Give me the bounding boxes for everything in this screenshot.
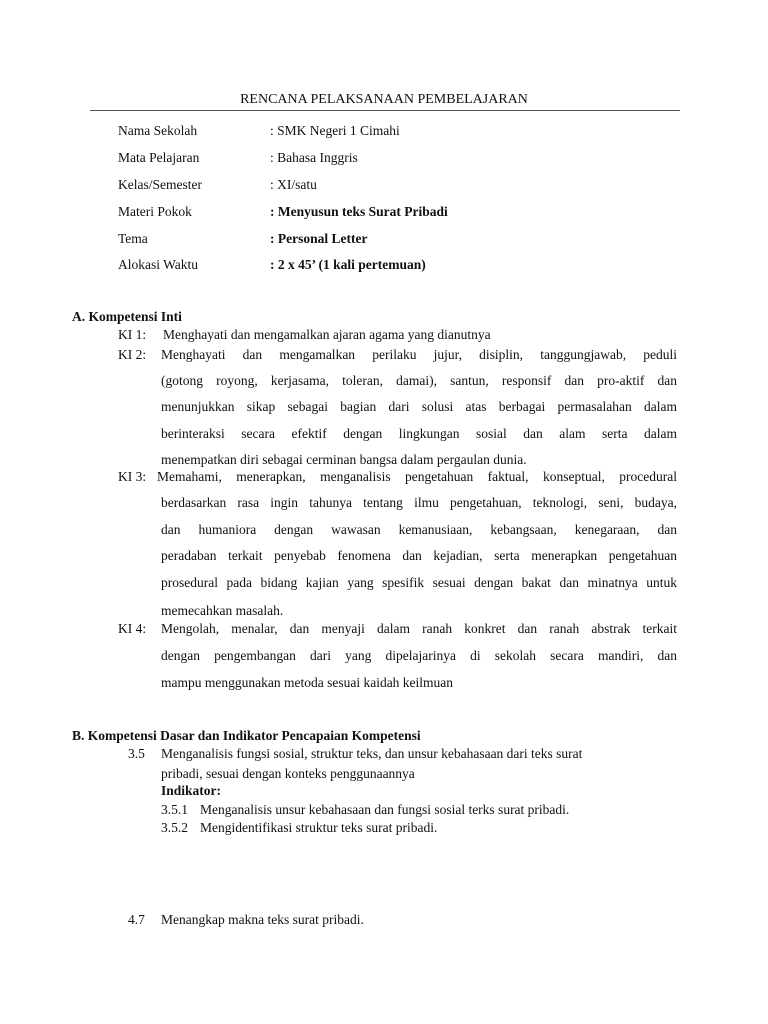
section-b-heading: B. Kompetensi Dasar dan Indikator Pencapaian Kompetensi xyxy=(72,728,421,743)
ki3-label: KI 3: xyxy=(118,469,147,484)
ki3-line: Memahami, menerapkan, menganalisis pengetahuan faktual, konseptual, procedural xyxy=(157,469,677,484)
identity-label: Kelas/Semester xyxy=(118,177,202,192)
identity-value: : Bahasa Inggris xyxy=(270,150,358,165)
section-a-heading: A. Kompetensi Inti xyxy=(72,309,182,324)
ki1-text: Menghayati dan mengamalkan ajaran agama yang dianutnya xyxy=(163,327,491,342)
kd-3-5-line: pribadi, sesuai dengan konteks penggunaannya xyxy=(161,766,415,781)
identity-value: : SMK Negeri 1 Cimahi xyxy=(270,123,400,138)
identity-value: : XI/satu xyxy=(270,177,317,192)
ki2-line: menempatkan diri sebagai cerminan bangsa dalam pergaulan dunia. xyxy=(161,452,527,467)
indikator-number: 3.5.2 xyxy=(161,820,188,835)
kd-4-7-text: Menangkap makna teks surat pribadi. xyxy=(161,912,364,927)
document-title: RENCANA PELAKSANAAN PEMBELAJARAN xyxy=(240,92,528,107)
kd-4-7-number: 4.7 xyxy=(128,912,145,927)
indikator-number: 3.5.1 xyxy=(161,802,188,817)
ki3-line: prosedural pada bidang kajian yang spesifik sesuai dengan bakat dan minatnya untuk xyxy=(161,575,677,590)
ki2-line: berinteraksi secara efektif dengan lingkungan sosial dan alam serta dalam xyxy=(161,426,677,441)
indikator-text: Menganalisis unsur kebahasaan dan fungsi sosial terks surat pribadi. xyxy=(200,802,570,817)
ki4-label: KI 4: xyxy=(118,621,147,636)
kd-3-5-number: 3.5 xyxy=(128,746,145,761)
ki2-line: menunjukkan sikap sebagai bagian dari solusi atas berbagai permasalahan dalam xyxy=(161,399,677,414)
ki2-label: KI 2: xyxy=(118,347,147,362)
kd-3-5-line: Menganalisis fungsi sosial, struktur teks, dan unsur kebahasaan dari teks surat xyxy=(161,746,583,761)
identity-label: Alokasi Waktu xyxy=(118,257,199,272)
ki2-line: (gotong royong, kerjasama, toleran, damai), santun, responsif dan pro-aktif dan xyxy=(161,373,677,388)
ki3-line: berdasarkan rasa ingin tahunya tentang ilmu pengetahuan, teknologi, seni, budaya, xyxy=(161,495,677,510)
identity-label: Tema xyxy=(118,231,148,246)
identity-value: : 2 x 45’ (1 kali pertemuan) xyxy=(270,257,426,272)
indikator-text: Mengidentifikasi struktur teks surat pribadi. xyxy=(200,820,438,835)
ki1-label: KI 1: xyxy=(118,327,147,342)
indikator-label: Indikator: xyxy=(161,783,222,798)
ki2-line: Menghayati dan mengamalkan perilaku jujur, disiplin, tanggungjawab, peduli xyxy=(161,347,677,362)
identity-value: : Personal Letter xyxy=(270,231,368,246)
ki4-line: dengan pengembangan dari yang dipelajarinya di sekolah secara mandiri, dan xyxy=(161,648,677,663)
ki4-line: mampu menggunakan metoda sesuai kaidah keilmuan xyxy=(161,675,454,690)
identity-label: Nama Sekolah xyxy=(118,123,198,138)
identity-value: : Menyusun teks Surat Pribadi xyxy=(270,204,448,219)
identity-label: Mata Pelajaran xyxy=(118,150,200,165)
ki4-line: Mengolah, menalar, dan menyaji dalam ranah konkret dan ranah abstrak terkait xyxy=(161,621,677,636)
ki3-line: memecahkan masalah. xyxy=(161,603,284,618)
ki3-line: dan humaniora dengan wawasan kemanusiaan, kebangsaan, kenegaraan, dan xyxy=(161,522,677,537)
ki3-line: peradaban terkait penyebab fenomena dan kejadian, serta menerapkan pengetahuan xyxy=(161,548,677,563)
identity-label: Materi Pokok xyxy=(118,204,192,219)
title-rule xyxy=(90,110,680,111)
